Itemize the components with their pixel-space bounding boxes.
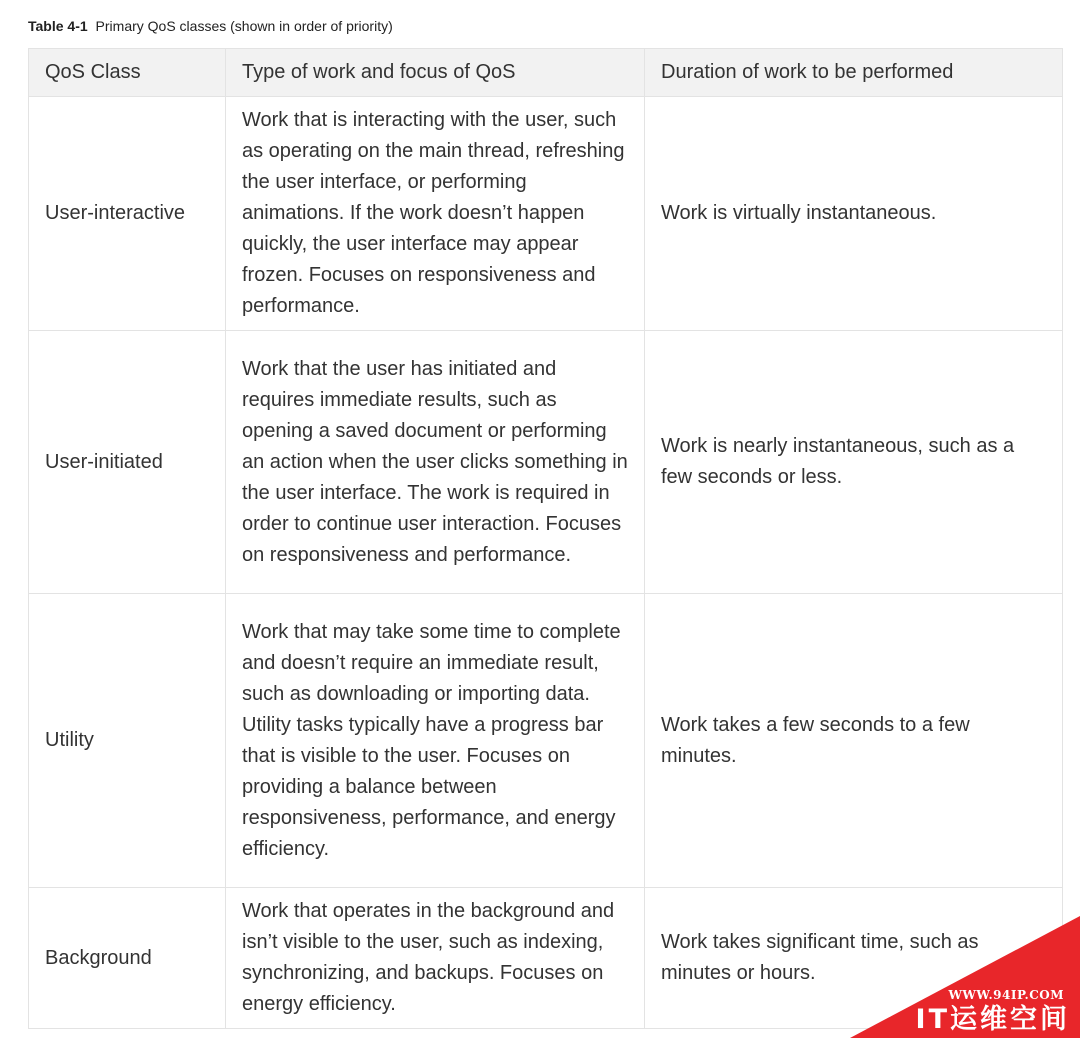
qos-class-cell: User-interactive [29, 97, 226, 331]
header-type-of-work: Type of work and focus of QoS [226, 49, 645, 97]
qos-class-cell: Background [29, 888, 226, 1029]
duration-cell: Work is nearly instantaneous, such as a few seconds or less. [645, 331, 1063, 594]
table-row [29, 97, 1063, 331]
header-duration: Duration of work to be performed [645, 49, 1063, 97]
watermark-name: IT运维空间 [915, 1004, 1070, 1035]
table-row [29, 331, 1063, 594]
header-qos-class: QoS Class [29, 49, 226, 97]
duration-cell: Work takes a few seconds to a few minutes. [645, 594, 1063, 888]
table-caption-text: Primary QoS classes (shown in order of priority) [95, 18, 393, 34]
duration-cell: Work takes significant time, such as minutes or hours. [645, 888, 1063, 1029]
type-of-work-cell: Work that may take some time to complete and doesn’t require an immediate result, such as downloading or importing data. Utility tasks typically have a progress bar that is visible to the user. Focuses on providing a balance between responsiveness, performance, and energy efficiency. [226, 594, 645, 888]
watermark-url: WWW.94IP.COM [948, 988, 1064, 1002]
type-of-work-cell: Work that operates in the background and isn’t visible to the user, such as indexing, synchronizing, and backups. Focuses on energy efficiency. [226, 888, 645, 1029]
qos-class-cell: User-initiated [29, 331, 226, 594]
table-caption-label: Table 4-1 [28, 18, 88, 34]
qos-class-cell: Utility [29, 594, 226, 888]
table-header-row [29, 49, 1063, 97]
type-of-work-cell: Work that the user has initiated and requires immediate results, such as opening a saved document or performing an action when the user clicks something in the user interface. The work is required in order to continue user interaction. Focuses on responsiveness and performance. [226, 331, 645, 594]
table-row [29, 594, 1063, 888]
watermark-logo [850, 916, 1080, 1038]
qos-classes-table [28, 48, 1063, 1029]
duration-cell: Work is virtually instantaneous. [645, 97, 1063, 331]
type-of-work-cell: Work that is interacting with the user, such as operating on the main thread, refreshing the user interface, or performing animations. If the work doesn’t happen quickly, the user interface may appear frozen. Focuses on responsiveness and performance. [226, 97, 645, 331]
table-caption [28, 16, 393, 36]
